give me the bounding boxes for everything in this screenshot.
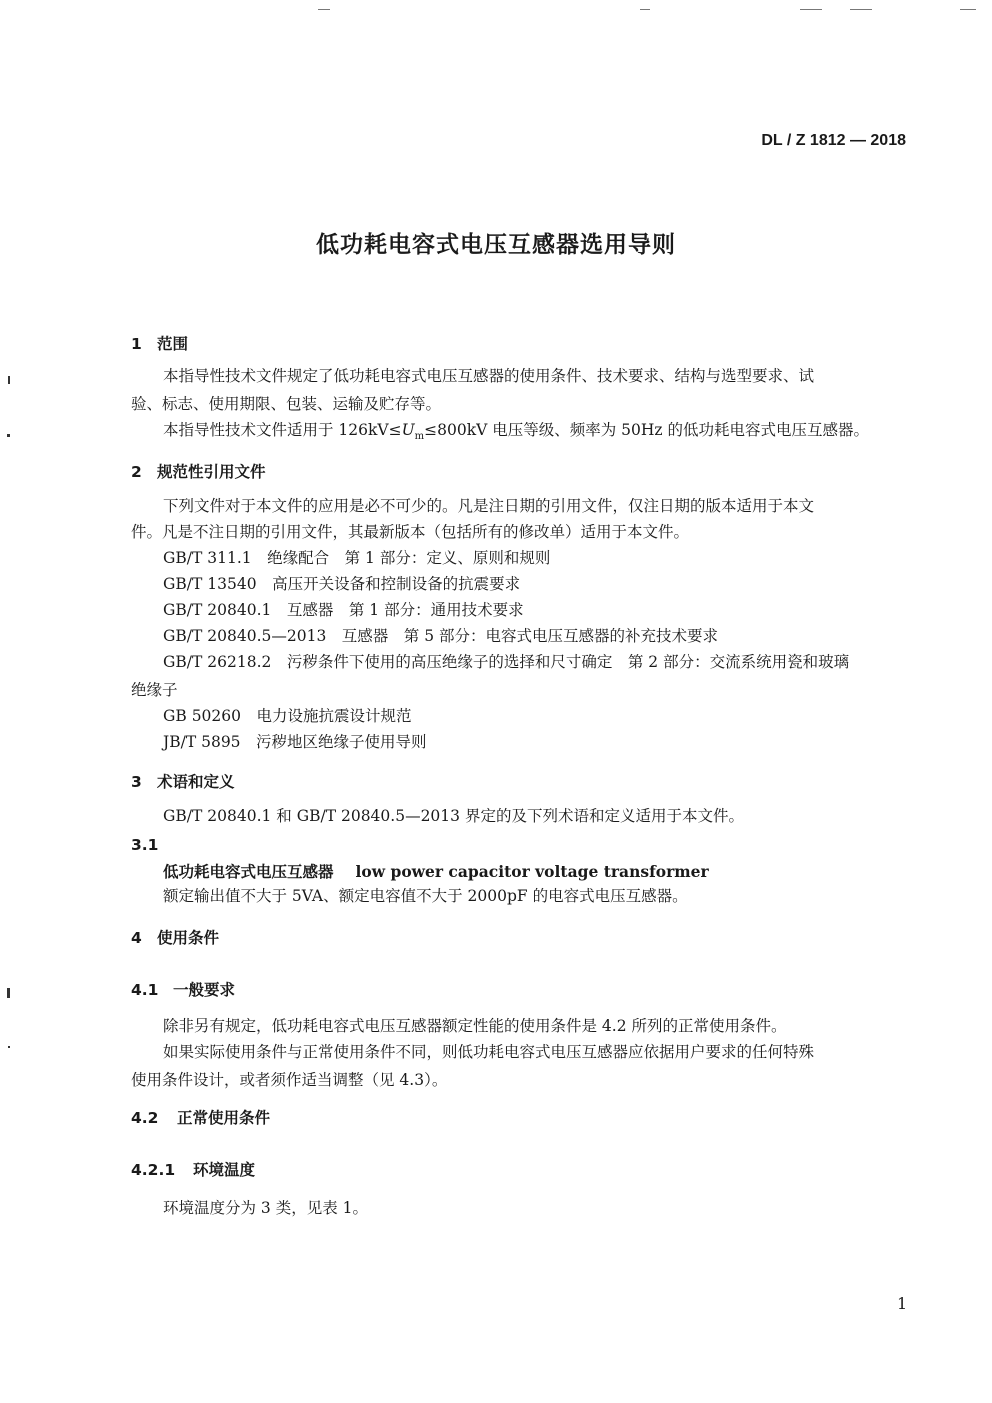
section-2-heading	[131, 460, 266, 482]
term-english: low power capacitor voltage transformer	[355, 862, 709, 881]
reference-item: GB/T 20840.1 互感器 第 1 部分：通用技术要求	[163, 601, 524, 619]
paragraph-line: 下列文件对于本文件的应用是必不可少的。凡是注日期的引用文件，仅注日期的版本适用于本文	[163, 497, 815, 515]
term-entry	[163, 860, 709, 882]
reference-item: GB 50260 电力设施抗震设计规范	[163, 707, 412, 725]
scan-line	[850, 9, 872, 10]
scan-line	[640, 9, 650, 10]
section-title: 环境温度	[193, 1161, 256, 1179]
reference-item: GB/T 311.1 绝缘配合 第 1 部分：定义、原则和规则	[163, 549, 551, 567]
subsection-4-2-heading	[131, 1106, 270, 1128]
term-definition: 额定输出值不大于 5VA、额定电容值不大于 2000pF 的电容式电压互感器。	[163, 887, 688, 905]
paragraph-line: 使用条件设计，或者须作适当调整（见 4.3）。	[131, 1071, 448, 1089]
section-title: 一般要求	[173, 981, 236, 999]
term-chinese: 低功耗电容式电压互感器	[163, 863, 334, 881]
paragraph-line: 本指导性技术文件规定了低功耗电容式电压互感器的使用条件、技术要求、结构与选型要求、试	[163, 367, 815, 385]
section-number: 4.2.1	[131, 1161, 176, 1179]
subsection-4-2-1-heading	[131, 1158, 255, 1180]
subsection-4-1-heading	[131, 978, 235, 1000]
scan-mark	[7, 434, 10, 437]
scan-line	[318, 9, 330, 10]
section-number: 3	[131, 773, 142, 791]
section-1-heading	[131, 332, 188, 354]
section-title: 术语和定义	[157, 773, 235, 791]
scan-mark	[8, 1046, 10, 1048]
paragraph-line: 如果实际使用条件与正常使用条件不同，则低功耗电容式电压互感器应依据用户要求的任何特殊	[163, 1043, 815, 1061]
section-number: 4.2	[131, 1109, 159, 1127]
reference-item-continuation: 绝缘子	[131, 681, 178, 699]
scan-mark	[8, 376, 10, 384]
paragraph-line: GB/T 20840.1 和 GB/T 20840.5—2013 界定的及下列术语和定义适用于本文件。	[163, 807, 744, 825]
paragraph-line: 件。凡是不注日期的引用文件，其最新版本（包括所有的修改单）适用于本文件。	[131, 523, 690, 541]
section-4-heading	[131, 926, 219, 948]
section-number: 1	[131, 335, 142, 353]
reference-item: GB/T 13540 高压开关设备和控制设备的抗震要求	[163, 575, 521, 593]
section-number: 4	[131, 929, 142, 947]
document-code: DL / Z 1812 — 2018	[761, 132, 906, 149]
scan-line	[800, 9, 822, 10]
scan-line	[960, 9, 976, 10]
document-title: 低功耗电容式电压互感器选用导则	[316, 232, 676, 258]
section-3-heading	[131, 770, 235, 792]
reference-item: GB/T 20840.5—2013 互感器 第 5 部分：电容式电压互感器的补充技术要求	[163, 627, 719, 645]
section-title: 规范性引用文件	[157, 463, 266, 481]
reference-item: GB/T 26218.2 污秽条件下使用的高压绝缘子的选择和尺寸确定 第 2 部分：交流系统用瓷和玻璃	[163, 653, 850, 671]
paragraph-line: 环境温度分为 3 类，见表 1。	[163, 1199, 369, 1217]
paragraph-line: 验、标志、使用期限、包装、运输及贮存等。	[131, 395, 442, 413]
section-title: 正常使用条件	[177, 1109, 271, 1127]
paragraph-line: 除非另有规定，低功耗电容式电压互感器额定性能的使用条件是 4.2 所列的正常使用条件。	[163, 1017, 787, 1035]
section-title: 范围	[157, 335, 189, 353]
section-number: 4.1	[131, 981, 159, 999]
subsection-number: 3.1	[131, 836, 159, 854]
scan-mark	[7, 988, 10, 998]
reference-item: JB/T 5895 污秽地区绝缘子使用导则	[163, 733, 427, 751]
page-number: 1	[897, 1294, 908, 1313]
section-number: 2	[131, 463, 142, 481]
paragraph-line: 本指导性技术文件适用于 $126kV\le U_m\le 800kV$ 电压等级、频率为 50Hz 的低功耗电容式电压互感器。	[163, 421, 870, 443]
section-title: 使用条件	[157, 929, 220, 947]
